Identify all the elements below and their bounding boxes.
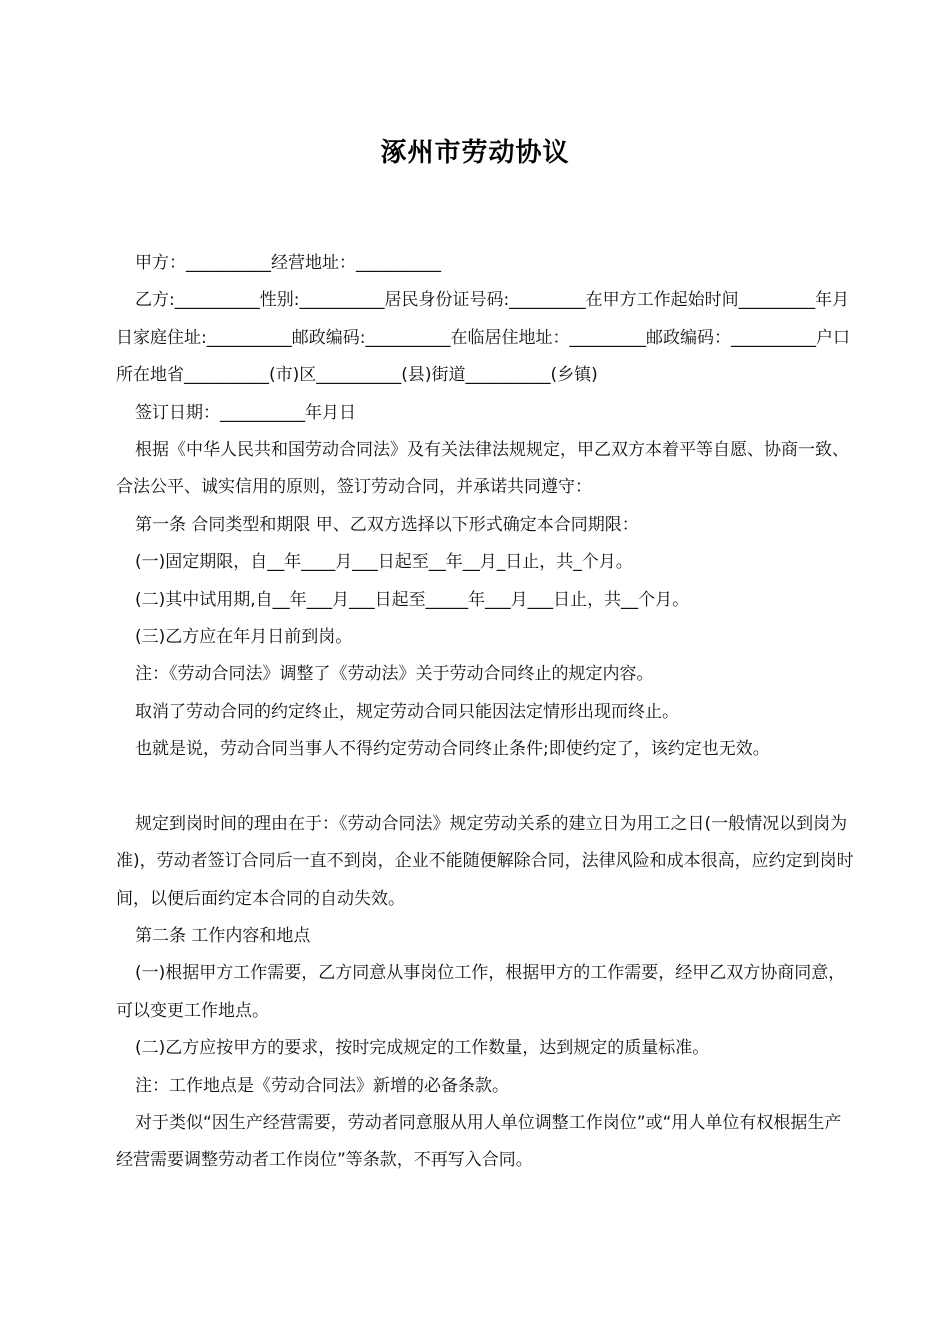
document-body (116, 245, 856, 1180)
article-2-item-2: (二)乙方应按甲方的要求，按时完成规定的工作数量，达到规定的质量标准。 (135, 1038, 710, 1059)
preamble-paragraph: 根据《中华人民共和国劳动合同法》及有关法律法规规定，甲乙双方本着平等自愿、协商一致、合法公平、诚实信用的原则，签订劳动合同，并承诺共同遵守： (116, 440, 849, 498)
party-a-line: 甲方：__________经营地址：__________ (135, 253, 441, 273)
article-2-item-1: (一)根据甲方工作需要，乙方同意从事岗位工作，根据甲方的工作需要，经甲乙双方协商同意，可以变更工作地点。 (116, 963, 846, 1021)
arrival-time-reason: 规定到岗时间的理由在于：《劳动合同法》规定劳动关系的建立日为用工之日(一般情况以到岗为准)，劳动者签订合同后一直不到岗，企业不能随便解除合同，法律风险和成本很高，应约定到岗时间，以便后面约定本合同的自动失效。 (116, 813, 854, 909)
document-title: 涿州市劳动协议 (380, 138, 570, 168)
article-2-note: 注：工作地点是《劳动合同法》新增的必备条款。 (135, 1075, 509, 1096)
party-b-block: 乙方:__________性别:__________居民身份证号码:_________在甲方工作起始时间_________年月日家庭住址:__________邮政编码:__________在临居住地址：_________邮政编码：__________户口所在地省__________(市)区__________(县)街道__________(乡镇) (116, 290, 850, 386)
article-1-note-detail-1: 取消了劳动合同的约定终止，规定劳动合同只能因法定情形出现而终止。 (135, 701, 679, 722)
article-1-note-detail-2: 也就是说，劳动合同当事人不得约定劳动合同终止条件;即使约定了，该约定也无效。 (135, 739, 770, 760)
article-1-item-3: (三)乙方应在年月日前到岗。 (135, 627, 353, 648)
article-1-item-2: (二)其中试用期,自__年___月___日起至_____年___月___日止，共__个月。 (135, 589, 690, 610)
article-1-heading: 第一条 合同类型和期限 甲、乙双方选择以下形式确定本合同期限： (135, 514, 639, 535)
article-1-item-1: (一)固定期限，自__年____月___日起至__年__月_日止，共_个月。 (135, 552, 633, 573)
paragraph-spacer (116, 769, 856, 806)
signing-date-line: 签订日期：__________年月日 (135, 402, 356, 423)
article-1-note: 注：《劳动合同法》调整了《劳动法》关于劳动合同终止的规定内容。 (135, 664, 654, 685)
article-2-note-detail: 对于类似“因生产经营需要，劳动者同意服从用人单位调整工作岗位”或“用人单位有权根据生产经营需要调整劳动者工作岗位”等条款，不再写入合同。 (116, 1112, 842, 1171)
article-2-heading: 第二条 工作内容和地点 (135, 925, 311, 946)
